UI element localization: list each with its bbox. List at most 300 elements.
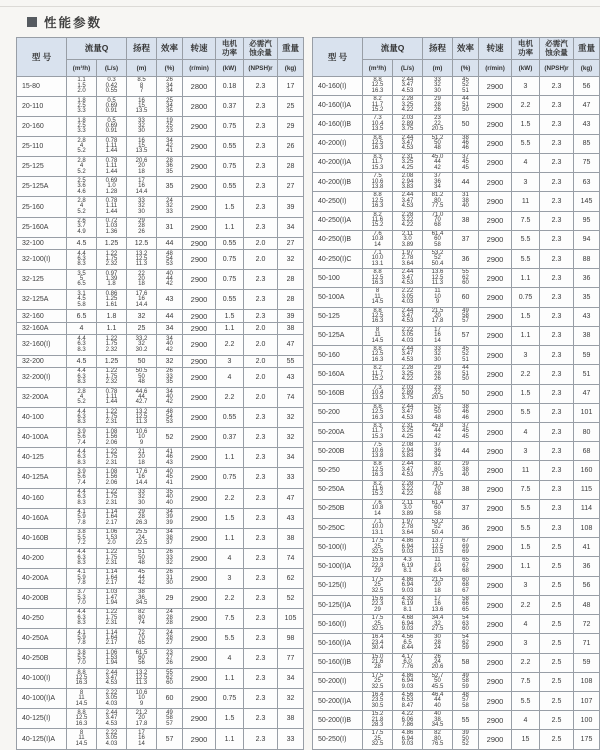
cell-flow-ls: 1.97 2.78 3.64 — [393, 519, 423, 538]
cell-power: 0.75 — [216, 250, 244, 270]
cell-flow-m3h: 1.8 2.5 3.3 — [67, 117, 97, 137]
cell-head: 13.2 12.5 11.3 — [127, 408, 157, 428]
cell-speed: 2900 — [479, 77, 512, 96]
cell-flow-ls: 2.22 3.05 4.03 — [97, 729, 127, 749]
cell-model: 32-200(I) — [17, 368, 67, 388]
cell-speed: 2900 — [479, 672, 512, 691]
cell-flow-ls: 0.78 1.11 1.44 — [97, 197, 127, 217]
cell-model: 32-160 — [17, 310, 67, 323]
cell-model: 50-125(I)A — [313, 595, 363, 614]
cell-head: 17 16 14 — [423, 326, 453, 345]
cell-flow-ls: 1.08 1.56 2.06 — [97, 468, 127, 488]
cell-head: 17 16 14.4 — [127, 177, 157, 197]
cell-efficiency: 44 51 50 — [453, 365, 479, 384]
cell-head: 50.5 50 48 — [127, 368, 157, 388]
cell-efficiency: 38 — [453, 480, 479, 499]
cell-flow-ls: 2.11 3.0 3.89 — [393, 499, 423, 518]
cell-head: 71.5 70 68 — [423, 480, 453, 499]
cell-flow-m3h: 17.5 25 32.5 — [363, 615, 393, 634]
cell-head: 32 — [127, 310, 157, 323]
cell-efficiency: 26 34 34 — [157, 77, 183, 97]
page-title: 性能参数 — [44, 16, 103, 30]
cell-flow-m3h: 7.6 10.8 14 — [363, 499, 393, 518]
cell-model: 25-110 — [17, 137, 67, 157]
cell-speed: 2900 — [183, 689, 216, 709]
cell-model: 50-125 — [313, 307, 363, 326]
cell-flow-ls: 1.03 1.47 1.94 — [97, 588, 127, 608]
cell-power: 7.5 — [512, 211, 540, 230]
cell-flow-ls: 4.56 6.53 8.47 — [393, 692, 423, 711]
cell-npsh: 2.3 — [244, 137, 278, 157]
cell-weight: 108 — [574, 672, 600, 691]
cell-weight: 34 — [278, 217, 304, 237]
cell-head: 33 32 30 — [127, 197, 157, 217]
cell-power: 4 — [512, 711, 540, 730]
cell-speed: 2900 — [183, 157, 216, 177]
col-flow-header: 流量Q — [67, 38, 127, 60]
cell-flow-ls: 2.44 3.47 4.53 — [393, 403, 423, 422]
cell-flow-ls: 2.22 3.05 4.03 — [393, 288, 423, 307]
cell-speed: 2900 — [183, 588, 216, 608]
cell-speed: 2900 — [479, 134, 512, 153]
cell-head: 44.6 44 42.7 — [127, 388, 157, 408]
cell-head: 17.6 16 14.4 — [127, 468, 157, 488]
cell-speed: 2900 — [183, 322, 216, 335]
cell-flow-m3h: 4.4 6.3 8.3 — [67, 548, 97, 568]
cell-model: 25-125 — [17, 157, 67, 177]
cell-flow-ls: 2.44 3.47 4.53 — [393, 461, 423, 480]
cell-power: 2.2 — [216, 588, 244, 608]
cell-head: 22 20 18 — [127, 270, 157, 290]
cell-flow-m3h: 8.8 12.5 16.3 — [363, 77, 393, 96]
cell-model: 50-250C — [313, 519, 363, 538]
table-row — [313, 653, 600, 672]
cell-weight: 105 — [278, 609, 304, 629]
table-row — [17, 310, 304, 323]
cell-model: 40-200(I) — [313, 134, 363, 153]
cell-npsh: 2.3 — [540, 230, 574, 249]
cell-speed: 2900 — [479, 249, 512, 268]
cell-weight: 62 — [278, 568, 304, 588]
cell-efficiency: 34 40 42 — [157, 388, 183, 408]
cell-head: 38 36 34.5 — [127, 588, 157, 608]
cell-npsh: 2.0 — [244, 355, 278, 368]
cell-weight: 36 — [574, 557, 600, 576]
cell-speed: 2900 — [479, 576, 512, 595]
cell-head: 23 22 20.5 — [423, 384, 453, 403]
cell-efficiency: 38 46 46 — [453, 134, 479, 153]
cell-flow-ls: 4.33 6.19 8.1 — [393, 595, 423, 614]
cell-speed: 2900 — [479, 384, 512, 403]
cell-weight: 38 — [278, 322, 304, 335]
table-row — [17, 649, 304, 669]
cell-speed: 2900 — [479, 711, 512, 730]
table-row — [313, 403, 600, 422]
cell-flow-m3h: 7.5 10.6 13.8 — [363, 173, 393, 192]
cell-head: 29 28 26.3 — [127, 508, 157, 528]
cell-weight: 27 — [278, 177, 304, 197]
cell-flow-m3h: 3.1 4.5 5.8 — [67, 290, 97, 310]
cell-efficiency: 35 — [157, 177, 183, 197]
cell-flow-ls: 1.22 1.75 2.31 — [97, 548, 127, 568]
cell-head: 25 — [127, 322, 157, 335]
cell-power: 1.5 — [512, 115, 540, 134]
cell-head: 82 80 74 — [127, 609, 157, 629]
table-row — [313, 134, 600, 153]
cell-speed: 2900 — [479, 288, 512, 307]
section-marker-icon — [27, 17, 37, 27]
cell-efficiency: 37 45 45 — [453, 153, 479, 172]
cell-npsh: 2.0 — [244, 388, 278, 408]
cell-npsh: 2.3 — [244, 77, 278, 97]
cell-speed: 2900 — [183, 568, 216, 588]
table-row — [313, 288, 600, 307]
cell-npsh: 2.3 — [244, 408, 278, 428]
cell-flow-m3h: 1.8 2.5 3.3 — [67, 97, 97, 117]
cell-head: 11 10 8.4 — [423, 557, 453, 576]
cell-speed: 2900 — [183, 270, 216, 290]
cell-speed: 2900 — [479, 480, 512, 499]
cell-weight: 51 — [574, 365, 600, 384]
table-row — [313, 346, 600, 365]
cell-npsh: 2.0 — [244, 237, 278, 250]
cell-flow-ls: 2.08 2.94 3.83 — [393, 442, 423, 461]
table-row — [17, 568, 304, 588]
cell-speed: 2900 — [479, 615, 512, 634]
cell-power: 7.5 — [512, 480, 540, 499]
table-row — [17, 428, 304, 448]
cell-flow-ls: 2.44 3.47 4.53 — [393, 192, 423, 211]
cell-weight: 38 — [278, 528, 304, 548]
cell-efficiency: 39 50 52 — [453, 730, 479, 749]
cell-model: 50-160A — [313, 365, 363, 384]
cell-npsh: 2.3 — [244, 488, 278, 508]
cell-npsh: 2.3 — [540, 422, 574, 441]
cell-efficiency: 49 58 57 — [157, 709, 183, 729]
cell-npsh: 2.0 — [244, 322, 278, 335]
cell-model: 40-200(I)A — [313, 153, 363, 172]
cell-efficiency: 60 — [157, 689, 183, 709]
cell-flow-m3h: 17.5 25 32.5 — [363, 538, 393, 557]
cell-flow-m3h: 8 11 14.5 — [363, 288, 393, 307]
cell-weight: 100 — [574, 711, 600, 730]
cell-flow-ls: 0.78 1.11 1.44 — [97, 388, 127, 408]
unit-npshr: (NPSH)r — [244, 60, 278, 77]
cell-power: 3 — [512, 634, 540, 653]
cell-head: 61.5 60 56 — [127, 649, 157, 669]
table-row — [313, 192, 600, 211]
cell-power: 2.2 — [216, 335, 244, 355]
cell-head: 21.2 20 17.8 — [127, 709, 157, 729]
cell-npsh: 2.5 — [540, 730, 574, 749]
cell-model: 50-250 — [313, 461, 363, 480]
cell-flow-m3h: 8.8 12.5 16.3 — [67, 669, 97, 689]
cell-npsh: 2.3 — [244, 609, 278, 629]
cell-power: 1.5 — [216, 197, 244, 217]
cell-speed: 2900 — [183, 408, 216, 428]
page-edge-line — [0, 6, 600, 7]
cell-speed: 2900 — [183, 508, 216, 528]
cell-efficiency: 57 — [157, 729, 183, 749]
cell-npsh: 2.3 — [540, 442, 574, 461]
cell-flow-m3h: 4.5 — [67, 237, 97, 250]
cell-npsh: 2.3 — [244, 669, 278, 689]
cell-flow-m3h: 4.4 6.3 8.3 — [67, 448, 97, 468]
cell-weight: 38 — [278, 709, 304, 729]
table-row — [313, 249, 600, 268]
cell-model: 40-250(I)C — [313, 249, 363, 268]
cell-speed: 2900 — [479, 634, 512, 653]
cell-model: 50-200 — [313, 403, 363, 422]
cell-weight: 55 — [278, 355, 304, 368]
cell-weight: 95 — [574, 211, 600, 230]
cell-weight: 32 — [278, 689, 304, 709]
cell-speed: 2900 — [183, 335, 216, 355]
cell-npsh: 2.3 — [540, 153, 574, 172]
cell-model: 25-160 — [17, 197, 67, 217]
cell-flow-ls: 2.08 2.94 3.83 — [393, 173, 423, 192]
cell-efficiency: 55 — [453, 711, 479, 730]
cell-npsh: 2.3 — [540, 96, 574, 115]
cell-flow-m3h: 8.8 12.5 16.3 — [363, 192, 393, 211]
cell-model: 40-160(I) — [313, 77, 363, 96]
cell-model: 40-125 — [17, 448, 67, 468]
cell-weight: 32 — [278, 250, 304, 270]
cell-model: 40-250A — [17, 629, 67, 649]
cell-weight: 33 — [278, 468, 304, 488]
cell-npsh: 2.3 — [540, 480, 574, 499]
cell-model: 50-125A — [313, 326, 363, 345]
cell-flow-m3h: 6.5 — [67, 310, 97, 323]
cell-npsh: 2.3 — [244, 729, 278, 749]
cell-efficiency: 19 25 23 — [157, 117, 183, 137]
cell-power: 2.2 — [216, 388, 244, 408]
table-row — [17, 709, 304, 729]
col-model-header: 型 号 — [313, 38, 363, 77]
table-row — [313, 153, 600, 172]
cell-efficiency: 31 38 40 — [453, 192, 479, 211]
cell-power: 5.5 — [512, 249, 540, 268]
cell-flow-ls: 0.86 1.25 1.61 — [97, 290, 127, 310]
cell-efficiency: 48 57 58 — [453, 692, 479, 711]
cell-speed: 2900 — [479, 173, 512, 192]
cell-efficiency: 26 31 30 — [157, 568, 183, 588]
cell-model: 40-160 — [17, 488, 67, 508]
cell-model: 50-100A — [313, 288, 363, 307]
cell-power: 0.37 — [216, 428, 244, 448]
cell-flow-ls: 0.5 0.69 0.91 — [97, 117, 127, 137]
table-row — [17, 408, 304, 428]
cell-weight: 36 — [574, 269, 600, 288]
table-row — [17, 335, 304, 355]
cell-flow-ls: 2.44 3.47 4.53 — [393, 269, 423, 288]
table-row — [17, 177, 304, 197]
unit-m: (m) — [423, 60, 453, 77]
table-row — [17, 117, 304, 137]
cell-weight: 25 — [278, 97, 304, 117]
cell-efficiency: 57 — [453, 326, 479, 345]
cell-speed: 2900 — [479, 519, 512, 538]
cell-model: 40-200B — [17, 588, 67, 608]
unit-percent: (%) — [157, 60, 183, 77]
cell-npsh: 2.3 — [540, 249, 574, 268]
cell-weight: 85 — [574, 134, 600, 153]
cell-power: 0.75 — [216, 117, 244, 137]
cell-model: 32-100(I) — [17, 250, 67, 270]
cell-npsh: 2.3 — [540, 211, 574, 230]
cell-model: 50-160 — [313, 346, 363, 365]
cell-power: 5.5 — [512, 692, 540, 711]
cell-weight: 80 — [574, 422, 600, 441]
cell-head: 34.4 32 27.5 — [423, 615, 453, 634]
cell-head: 33 32 30 — [127, 488, 157, 508]
cell-power: 0.55 — [216, 237, 244, 250]
cell-weight: 28 — [278, 157, 304, 177]
spec-table-left — [16, 37, 304, 750]
cell-efficiency: 44 — [453, 173, 479, 192]
col-head-header: 扬程 — [423, 38, 453, 60]
cell-speed: 2900 — [183, 669, 216, 689]
cell-weight: 41 — [574, 538, 600, 557]
cell-flow-ls: 0.97 1.39 1.8 — [97, 270, 127, 290]
col-eff-header: 效率 — [453, 38, 479, 60]
cell-speed: 2900 — [183, 609, 216, 629]
cell-flow-ls: 4.86 6.94 9.03 — [393, 672, 423, 691]
cell-efficiency: 52 — [157, 428, 183, 448]
cell-head: 16 15 13.5 — [127, 137, 157, 157]
cell-power: 1.5 — [512, 307, 540, 326]
cell-flow-ls: 1.14 1.64 2.17 — [97, 629, 127, 649]
cell-flow-ls: 2.31 3.25 4.25 — [393, 422, 423, 441]
cell-head: 61.4 60 58 — [423, 499, 453, 518]
cell-model: 40-125(I) — [17, 709, 67, 729]
cell-flow-ls: 1.22 1.75 2.31 — [97, 488, 127, 508]
table-row — [17, 508, 304, 528]
cell-efficiency: 34 40 42 — [157, 335, 183, 355]
cell-model: 40-100A — [17, 428, 67, 448]
cell-efficiency: 49 58 57 — [453, 307, 479, 326]
cell-efficiency: 41 46 43 — [157, 448, 183, 468]
table-row — [313, 557, 600, 576]
table-row — [313, 595, 600, 614]
cell-weight: 56 — [574, 77, 600, 96]
cell-npsh: 2.5 — [540, 538, 574, 557]
cell-power: 0.55 — [216, 290, 244, 310]
cell-npsh: 2.3 — [244, 709, 278, 729]
cell-power: 1.1 — [216, 669, 244, 689]
cell-speed: 2900 — [183, 629, 216, 649]
cell-flow-m3h: 8 11 14.5 — [363, 326, 393, 345]
cell-flow-m3h: 4.1 5.9 7.8 — [67, 629, 97, 649]
col-speed-header: 转速 — [183, 38, 216, 60]
table-row — [17, 250, 304, 270]
col-model-header: 型 号 — [17, 38, 67, 77]
cell-flow-ls: 1.14 1.64 2.17 — [97, 508, 127, 528]
cell-efficiency: 34 38 37 — [157, 528, 183, 548]
cell-flow-m3h: 7.3 10.4 13.5 — [363, 115, 393, 134]
cell-head: 45 44 42 — [127, 568, 157, 588]
cell-model: 40-100(I) — [17, 669, 67, 689]
cell-efficiency: 50 — [453, 384, 479, 403]
cell-weight: 47 — [574, 384, 600, 403]
cell-speed: 2900 — [479, 442, 512, 461]
cell-flow-ls: 1.97 2.78 3.64 — [393, 249, 423, 268]
cell-speed: 2900 — [183, 290, 216, 310]
cell-npsh: 2.5 — [540, 711, 574, 730]
col-weight-header: 重量 — [278, 38, 304, 60]
cell-model: 32-125A — [17, 290, 67, 310]
cell-flow-ls: 1.25 — [97, 355, 127, 368]
table-row — [313, 461, 600, 480]
cell-model: 25-125A — [17, 177, 67, 197]
cell-flow-m3h: 3.7 5.3 7.0 — [67, 588, 97, 608]
cell-npsh: 2.5 — [540, 692, 574, 711]
cell-weight: 56 — [574, 576, 600, 595]
cell-flow-m3h: 4.4 6.3 8.3 — [67, 609, 97, 629]
cell-efficiency: 26 33 35 — [157, 368, 183, 388]
cell-efficiency: 43 — [157, 290, 183, 310]
cell-flow-ls: 4.3 6.19 8.1 — [393, 557, 423, 576]
table-row — [17, 77, 304, 97]
col-power-header: 电机 功率 — [216, 38, 244, 60]
cell-weight: 101 — [574, 403, 600, 422]
cell-weight: 43 — [574, 115, 600, 134]
cell-npsh: 2.3 — [244, 468, 278, 488]
cell-weight: 94 — [574, 230, 600, 249]
cell-weight: 52 — [278, 588, 304, 608]
cell-model: 50-200(I)A — [313, 692, 363, 711]
unit-percent: (%) — [453, 60, 479, 77]
table-row — [17, 729, 304, 749]
cell-flow-m3h: 8 11 14.5 — [67, 689, 97, 709]
cell-power: 0.55 — [216, 137, 244, 157]
cell-efficiency: 48 54 53 — [157, 408, 183, 428]
cell-head: 46.4 44 40 — [423, 692, 453, 711]
cell-efficiency: 37 — [453, 230, 479, 249]
cell-flow-ls: 0.5 0.69 0.91 — [97, 97, 127, 117]
cell-power: 5.5 — [512, 519, 540, 538]
cell-efficiency: 45 52 51 — [453, 77, 479, 96]
cell-head: 72 70 65 — [127, 629, 157, 649]
table-row — [17, 237, 304, 250]
cell-power: 0.75 — [216, 270, 244, 290]
cell-flow-ls: 4.86 6.94 9.03 — [393, 538, 423, 557]
cell-efficiency: 58 66 65 — [453, 595, 479, 614]
cell-power: 4 — [216, 368, 244, 388]
table-row — [17, 322, 304, 335]
cell-npsh: 2.3 — [244, 649, 278, 669]
unit-rpm: (r/min) — [183, 60, 216, 77]
cell-flow-ls: 1.06 1.53 2.0 — [97, 528, 127, 548]
cell-flow-ls: 4.22 6.06 7.86 — [393, 711, 423, 730]
cell-head: 29 28 26 — [127, 217, 157, 237]
unit-m: (m) — [127, 60, 157, 77]
cell-power: 2.2 — [512, 653, 540, 672]
cell-model: 32-125 — [17, 270, 67, 290]
cell-head: 26 24 20.6 — [423, 653, 453, 672]
cell-head: 8.5 8 7 — [127, 77, 157, 97]
cell-flow-ls: 2.31 3.25 4.25 — [393, 153, 423, 172]
cell-flow-ls: 2.44 3.47 4.53 — [393, 77, 423, 96]
cell-head: 11 10 9 — [423, 288, 453, 307]
cell-weight: 59 — [574, 346, 600, 365]
cell-power: 2.2 — [216, 488, 244, 508]
cell-efficiency: 44 51 50 — [453, 96, 479, 115]
cell-weight: 145 — [574, 192, 600, 211]
cell-npsh: 2.3 — [244, 568, 278, 588]
cell-power: 4 — [216, 548, 244, 568]
cell-flow-m3h: 16.4 23.4 30.4 — [363, 634, 393, 653]
